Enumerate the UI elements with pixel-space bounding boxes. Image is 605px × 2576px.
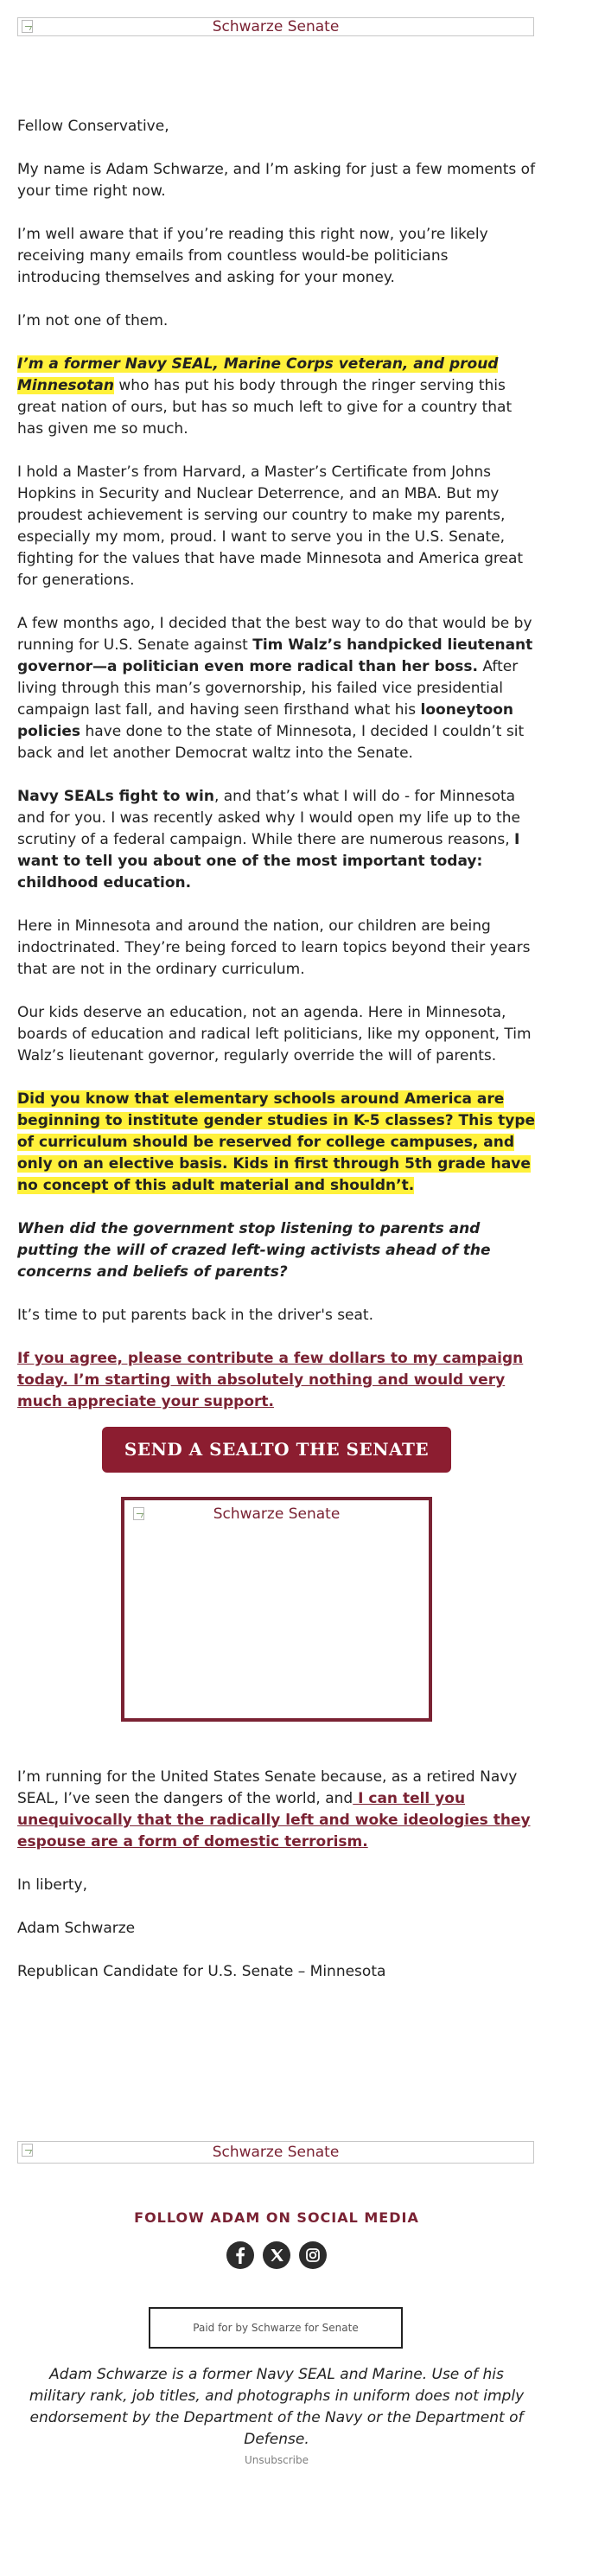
paragraph-not-one: I’m not one of them. — [17, 312, 169, 329]
instagram-icon[interactable] — [299, 2241, 327, 2269]
senate-run-text-b: After living through this man’s governorship, his failed vice presidential campaign last fall, and having seen firsthand what his — [17, 658, 519, 719]
highlight-gender-studies: Did you know that elementary schools around America are beginning to institute gender studies in K-5 classes? This type of curriculum should be reserved for college campuses, and only on an elective basis. Kids in first through 5th grade have no concept of this adult material and shouldn’t. — [17, 1090, 536, 1194]
paid-for-text: Paid for by Schwarze for Senate — [193, 2322, 359, 2334]
photo-alt: Schwarze Senate — [213, 1505, 341, 1523]
social-icons — [0, 2241, 553, 2269]
letter-body — [17, 116, 536, 2004]
paid-for-box — [149, 2307, 403, 2349]
signature-title: Republican Candidate for U.S. Senate – Minnesota — [17, 1963, 386, 1980]
header-image-alt: Schwarze Senate — [212, 18, 340, 35]
paragraph-emails: I’m well aware that if you’re reading this right now, you’re likely receiving many emails from countless would-be politicians introducing themselves and asking for your money. — [17, 226, 488, 286]
header-banner-image — [17, 17, 534, 36]
paragraph-background — [17, 354, 536, 440]
highlight-navy-seal: I’m a former Navy SEAL, Marine Corps veteran, and proud Minnesotan — [17, 355, 499, 394]
follow-heading: FOLLOW ADAM ON SOCIAL MEDIA — [134, 2209, 419, 2226]
paragraph-seals-fight — [17, 786, 536, 894]
paragraph-gender-studies — [17, 1089, 536, 1197]
signature-name: Adam Schwarze — [17, 1920, 136, 1937]
photo-placeholder — [130, 1505, 424, 1523]
question-text: When did the government stop listening to parents and putting the will of crazed left-wing activists ahead of the concerns and beliefs of parents? — [17, 1220, 491, 1281]
cta-wrapper — [17, 1427, 536, 1473]
senate-run-bold-walz: Tim Walz’s handpicked lieutenant governor—a politician even more radical than her boss. — [17, 636, 533, 675]
footer-image-alt: Schwarze Senate — [212, 2144, 340, 2161]
broken-image-icon — [22, 20, 33, 33]
senate-run-text-a: A few months ago, I decided that the best way to do that would be by running for U.S. Senate against — [17, 615, 532, 654]
paragraph-domestic-terrorism — [17, 1767, 536, 1853]
contribute-link[interactable]: If you agree, please contribute a few dollars to my campaign today. I’m starting with absolutely nothing and would very much appreciate your support. — [17, 1350, 524, 1410]
facebook-icon[interactable] — [226, 2241, 254, 2269]
x-icon[interactable] — [263, 2241, 290, 2269]
send-seal-button[interactable]: SEND A SEALTO THE SENATE — [102, 1427, 451, 1473]
broken-image-icon — [22, 2144, 33, 2157]
paragraph-indoctrinated: Here in Minnesota and around the nation, our children are being indoctrinated. They’re being forced to learn topics beyond their years that are not in the ordinary curriculum. — [17, 917, 531, 978]
senate-run-bold-policies: looneytoon policies — [17, 701, 514, 740]
senate-run-text-c: have done to the state of Minnesota, I decided I couldn’t sit back and let another Democrat waltz into the Senate. — [17, 723, 525, 762]
broken-image-icon — [133, 1507, 144, 1520]
footer-banner-image — [17, 2141, 534, 2164]
seals-fight-bold-education: I want to tell you about one of the most important today: childhood education. — [17, 831, 520, 892]
greeting: Fellow Conservative, — [17, 118, 169, 135]
unsubscribe-link[interactable]: Unsubscribe — [245, 2454, 309, 2466]
terrorism-link[interactable]: I can tell you unequivocally that the radically left and woke ideologies they espouse are a form of domestic terrorism. — [17, 1790, 531, 1851]
paragraph-agenda: Our kids deserve an education, not an agenda. Here in Minnesota, boards of education and radical left politicians, like my opponent, Tim Walz’s lieutenant governor, regularly override the will of parents. — [17, 1004, 532, 1064]
seals-fight-text: , and that’s what I will do - for Minnesota and for you. I was recently asked why I would open my life up to the scrutiny of a federal campaign. While there are numerous reasons, — [17, 788, 520, 848]
paragraph-background-rest: who has put his body through the ringer serving this great nation of ours, but has so much left to give for a country that has given me so much. — [17, 377, 513, 438]
candidate-photo-link[interactable] — [121, 1497, 432, 1722]
paragraph-education: I hold a Master’s from Harvard, a Master’s Certificate from Johns Hopkins in Security and Nuclear Deterrence, and an MBA. But my proudest achievement is serving our country to make my parents, especially my mom, proud. I want to serve you in the U.S. Senate, fighting for the values that have made Minnesota and America great for generations. — [17, 463, 524, 589]
paragraph-contribute — [17, 1348, 536, 1413]
paragraph-intro: My name is Adam Schwarze, and I’m asking for just a few moments of your time right now. — [17, 161, 536, 200]
closing: In liberty, — [17, 1876, 88, 1894]
terrorism-text: I’m running for the United States Senate because, as a retired Navy SEAL, I’ve seen the dangers of the world, and — [17, 1768, 518, 1807]
paragraph-question — [17, 1218, 536, 1283]
paragraph-parents: It’s time to put parents back in the driver's seat. — [17, 1307, 374, 1324]
disclaimer: Adam Schwarze is a former Navy SEAL and Marine. Use of his military rank, job titles, and photographs in uniform does not imply endorsement by the Department of the Navy or the Department of Defense. — [29, 2366, 525, 2448]
paragraph-senate-run — [17, 613, 536, 764]
seals-fight-bold: Navy SEALs fight to win — [17, 788, 214, 805]
